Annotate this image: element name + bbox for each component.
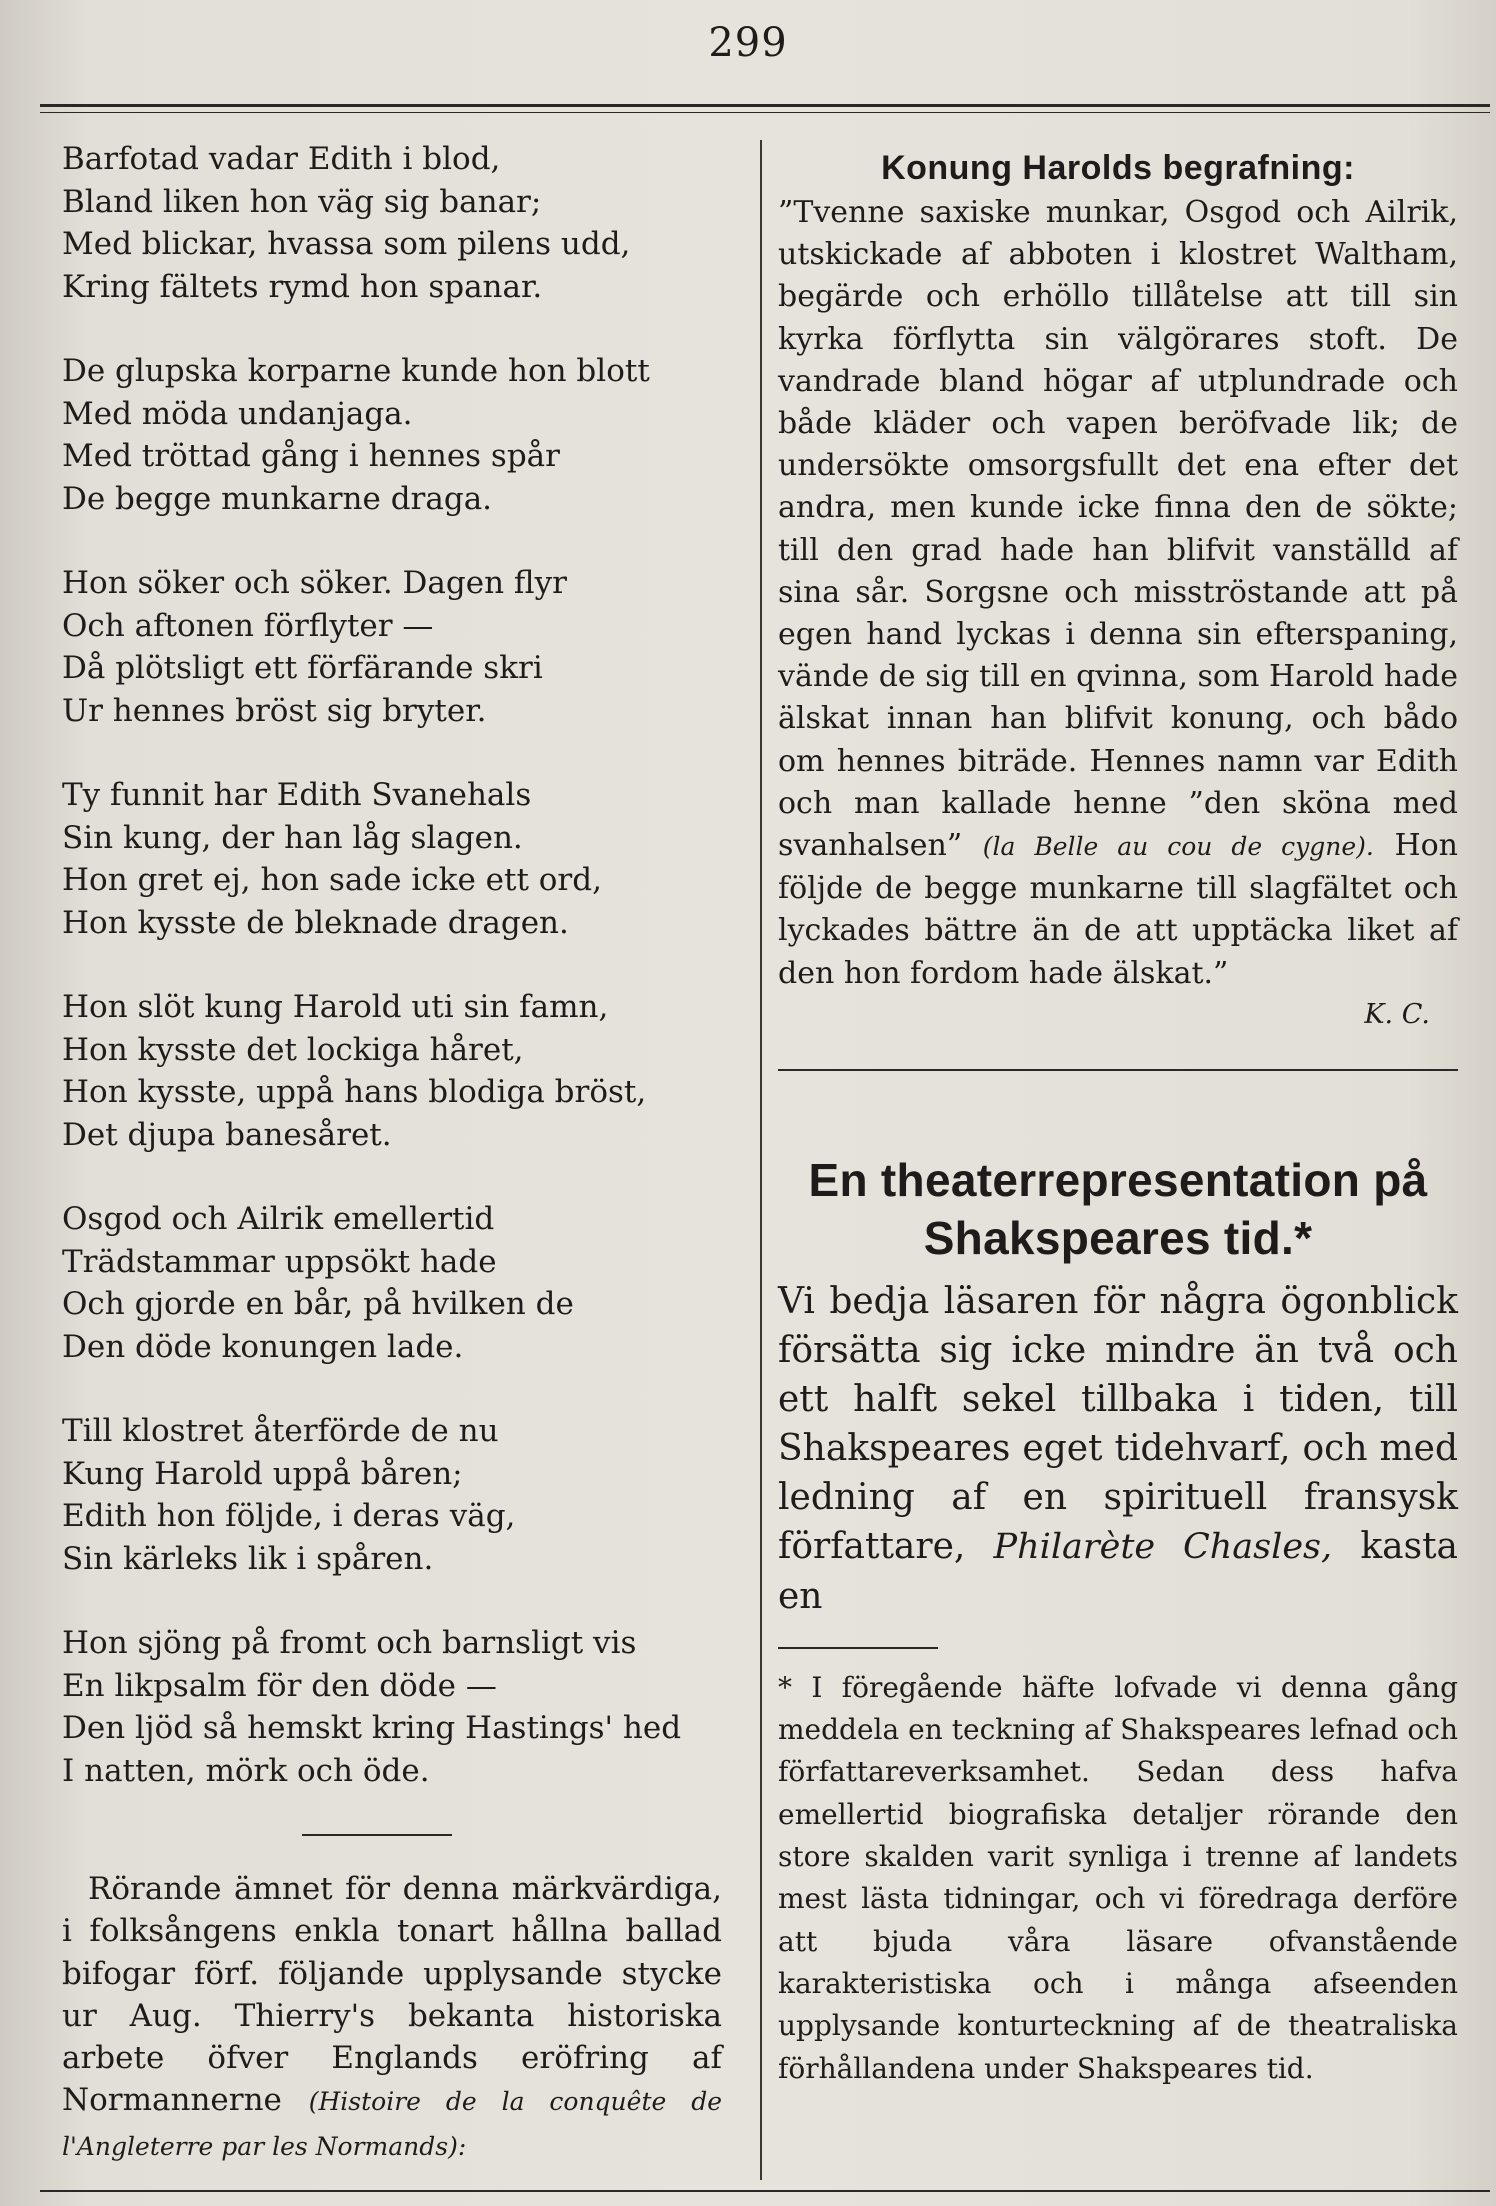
article-text-b: kasta en [778, 1525, 1458, 1617]
poem-line: Det djupa banesåret. [62, 1116, 392, 1153]
poem-line: Hon kysste de bleknade dragen. [62, 904, 569, 941]
intro-note-text: Rörande ämnet för denna märkvärdiga, i folksångens enkla tonart hållna ballad bifogar förf. följande upplysande stycke ur Aug. Thierry's bekanta historiska arbete öfver Englands eröfring af Normannerne [62, 1871, 722, 2119]
page-number: 299 [708, 20, 788, 66]
column-divider [760, 140, 762, 2180]
poem-line: Hon kysste, uppå hans blodiga bröst, [62, 1074, 647, 1110]
header-rule [40, 104, 1490, 107]
left-column [62, 138, 722, 2168]
poem-stanza [62, 1410, 722, 1580]
burial-text-a: ”Tvenne saxiske munkar, Osgod och Ailrik, utskickade af abboten i klostret Waltham, begärde och erhöllo tillåtelse att till sin kyrka förflytta sin välgörares stoft. De vandrade bland högar af utplundrade och både kläder och vapen beröfvade lik; de undersökte omsorgsfullt det ena efter det andra, men kunde icke finna den de sökte; till den grad hade han blifvit vanställd af sina sår. Sorgsne och misströstande att på egen hand lyckas i denna sin efterspaning, vände de sig till en qvinna, som Harold hade älskat innan han blifvit konung, och bådo om hennes biträde. Hennes namn var Edith och man kallade henne ”den sköna med svanhalsen” [778, 195, 1458, 864]
poem-line: Med tröttad gång i hennes spår [62, 438, 560, 474]
poem-line: Till klostret återförde de nu [62, 1413, 499, 1449]
article-author: Philarète Chasles, [993, 1526, 1333, 1567]
poem-line: Kung Harold uppå båren; [62, 1455, 463, 1492]
footnote: * I föregående häfte lofvade vi denna gång meddela en teckning af Shakspeares lefnad och författareverksamhet. Sedan dess hafva emellertid biografiska detaljer rörande den store skalden varit synliga i trenne af landets mest lästa tidningar, och vi föredraga derföre att bjuda våra läsare ofvanstående karakteristiska och i många afseenden upplysande konturteckning af de theatraliska förhållandena under Shakspeares tid. [778, 1670, 1458, 2085]
burial-signature: K. C. [1364, 998, 1430, 1030]
article-rule [778, 1069, 1458, 1071]
poem-line: Hon slöt kung Harold uti sin famn, [62, 989, 609, 1025]
poem-line: Ur hennes bröst sig bryter. [62, 692, 487, 729]
poem-stanza [62, 1622, 722, 1792]
poem-line: Hon söker och söker. Dagen flyr [62, 565, 567, 601]
poem-stanza [62, 986, 722, 1156]
poem-line: Barfotad vadar Edith i blod, [62, 141, 501, 177]
footer-rule [40, 2190, 1490, 2192]
poem-line: I natten, mörk och öde. [62, 1752, 430, 1789]
poem-line: Sin kung, der han låg slagen. [62, 819, 523, 856]
header-rule-thin [40, 112, 1490, 113]
poem-line: Och aftonen förflyter — [62, 607, 434, 644]
poem-stanza [62, 562, 722, 732]
poem-line: Osgod och Ailrik emellertid [62, 1201, 495, 1237]
poem-line: Hon sjöng på fromt och barnsligt vis [62, 1625, 637, 1661]
poem [62, 138, 722, 1792]
poem-line: Med möda undanjaga. [62, 395, 413, 432]
burial-title: Konung Harolds begrafning: [881, 149, 1355, 187]
poem-stanza [62, 138, 722, 308]
intro-note-source: (Histoire de la conquête de l'Angleterre par les Normands): [62, 2087, 722, 2161]
poem-line: Sin kärleks lik i spåren. [62, 1540, 434, 1577]
poem-line: Bland liken hon väg sig banar; [62, 183, 542, 220]
burial-text-b: Hon följde de begge munkarne till slagfältet och lyckades bättre än de att upptäcka liket af den hon fordom hade älskat.” [778, 828, 1458, 991]
poem-line: Hon kysste det lockiga håret, [62, 1031, 524, 1068]
poem-line: De glupska korparne kunde hon blott [62, 353, 650, 389]
poem-line: Den ljöd så hemskt kring Hastings' hed [62, 1710, 682, 1746]
article-text-a: Vi bedja läsaren för några ögonblick försätta sig icke mindre än två och ett halft sekel tillbaka i tiden, till Shakspeares eget tidehvarf, och med ledning af en spirituell fransysk författare, [778, 1280, 1458, 1567]
poem-stanza [62, 1198, 722, 1368]
poem-line: Hon gret ej, hon sade icke ett ord, [62, 862, 602, 898]
poem-line: Ty funnit har Edith Svanehals [62, 777, 532, 813]
poem-stanza [62, 774, 722, 944]
poem-line: Edith hon följde, i deras väg, [62, 1498, 516, 1534]
burial-french: (la Belle au cou de cygne). [982, 832, 1374, 862]
intro-note [62, 1868, 722, 2168]
poem-line: Den döde konungen lade. [62, 1328, 464, 1365]
right-column [778, 146, 1458, 2090]
poem-line: En likpsalm för den döde — [62, 1667, 497, 1704]
footnote-rule [778, 1647, 938, 1649]
burial-quote [778, 192, 1458, 995]
poem-line: Med blickar, hvassa som pilens udd, [62, 226, 631, 262]
article-body [778, 1277, 1458, 1621]
poem-line: Och gjorde en bår, på hvilken de [62, 1286, 574, 1322]
section-rule [302, 1834, 452, 1836]
poem-line: Då plötsligt ett förfärande skri [62, 650, 543, 686]
article-title: En theaterrepresentation på Shakspeares tid.* [808, 1153, 1428, 1264]
poem-line: Kring fältets rymd hon spanar. [62, 268, 543, 305]
poem-line: Trädstammar uppsökt hade [62, 1243, 497, 1280]
poem-stanza [62, 350, 722, 520]
poem-line: De begge munkarne draga. [62, 480, 493, 517]
